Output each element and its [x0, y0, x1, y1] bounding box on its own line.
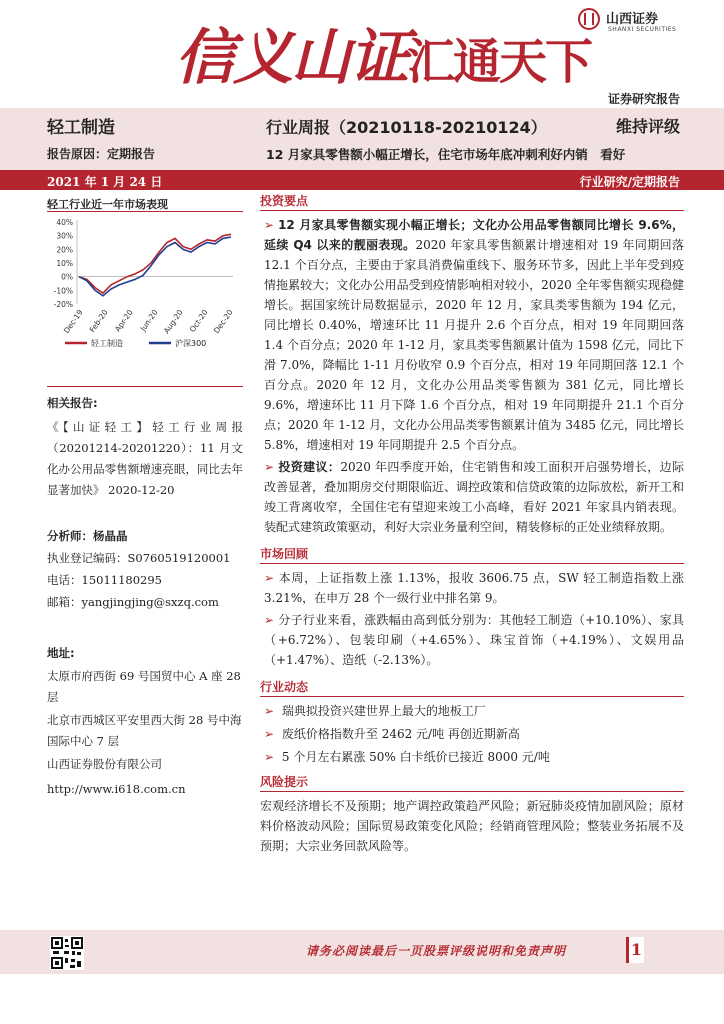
news-item — [260, 724, 684, 744]
research-label: 证券研究报告 — [607, 92, 680, 106]
page-number: 1 — [626, 937, 644, 963]
news-item — [260, 747, 684, 767]
section-industry-news: 行业动态 — [260, 678, 684, 697]
legend-label: 沪深300 — [175, 339, 207, 348]
section-market-review: 市场回顾 — [260, 545, 684, 564]
y-tick-label: 10% — [56, 259, 73, 268]
phone: 电话：15011180295 — [47, 573, 162, 587]
disclaimer: 请务必阅读最后一页股票评级说明和免责声明 — [306, 944, 567, 958]
website-link[interactable]: http://www.i618.com.cn — [47, 782, 186, 796]
news-item — [260, 701, 684, 721]
chart-title: 轻工行业近一年市场表现 — [47, 198, 168, 211]
highlight-2-bold: 投资建议： — [278, 460, 341, 474]
related-title: 相关报告: — [47, 396, 98, 410]
x-tick-label: Feb-20 — [87, 307, 110, 335]
company-name: 山西证券股份有限公司 — [47, 757, 162, 771]
market-2-text: 分子行业来看，涨跌幅由高到低分别为：其他轻工制造（+10.10%）、家具（+6.72%）、包装印刷（+4.65%）、珠宝首饰（+4.19%）、文娱用品（+1.47%）、造纸（-2.13%）。 — [264, 613, 684, 667]
y-tick-label: -20% — [53, 300, 73, 309]
slogan — [175, 10, 591, 96]
divider — [47, 211, 243, 212]
legend-label: 轻工制造 — [91, 339, 123, 348]
market-paragraph-2 — [260, 610, 684, 670]
news-3: 5 个月左右累涨 50% 白卡纸价已接近 8000 元/吨 — [281, 750, 550, 764]
risk-text: 宏观经济增长不及预期；地产调控政策趋严风险；新冠肺炎疫情加剧风险；原材料价格波动风险；国际贸易政策变化风险；经销商管理风险；整装业务拓展不及预期；大宗业务回款风险等。 — [260, 799, 684, 853]
address-info — [47, 643, 243, 800]
highlight-paragraph-2 — [260, 457, 684, 537]
divider — [47, 386, 243, 387]
arrow-bullet-icon: ➢ — [264, 613, 275, 627]
arrow-bullet-icon: ➢ — [264, 460, 275, 474]
news-2: 废纸价格指数升至 2462 元/吨 再创近期新高 — [281, 727, 520, 741]
series-line-csi300 — [79, 237, 231, 296]
analyst-info — [47, 527, 243, 612]
highlight-1-bold: 12 月家具零售额实现小幅正增长；文化办公用品零售额同比增长 9.6%，延续 Q4 以来的靓丽表现。 — [264, 218, 684, 252]
x-tick-label: Aug-20 — [161, 307, 185, 336]
y-tick-label: 30% — [56, 231, 73, 241]
logo-english: SHANXI SECURITIES — [608, 26, 677, 33]
highlight-1-text: 2020 年家具零售额累计增速相对 19 年同期回落 12.1 个百分点，主要由于家具消费偏重线下、服务环节多，因此上半年受到疫情拖累较大；文化办公用品受到疫情影响相对较小，2020 全年零售额实现稳健增长。据国家统计局数据显示，2020 年 12 月，家具类零售额为 194 亿元，同比增长 0.40%，增速环比 11 月提升 2.6 个百分点，相对 19 年同期回落 1.4 个百分点；2020 年 1-12 月，家具类零售额累计值为 1598 亿元，同比下滑 7.0%，降幅比 1-11 月份收窄 0.9 个百分点，相对 19 年同期回落 12.1 个百分点。2020 年 12 月，文化办公用品类零售额为 381 亿元，同比增长 9.6%，增速环比 11 月下降 1.6 个百分点，相对 19 年同期提升 21.1 个百分点；2020 年 1-12 月，文化办公用品类零售额累计值为 3485 亿元，同比增长 5.8%，增速相对 19 年同期提升 2.5 个百分点。 — [264, 238, 684, 452]
highlight-2-text: 2020 年四季度开始，住宅销售和竣工面积开启强势增长，边际改善显著，叠加期房交付期限临近、调控政策和信贷政策的边际放松，新开工和竣工背离收窄，全国住宅有望迎来竣工小高峰，看好 2021 年家具内销表现。装配式建筑政策驱动，利好大宗业务量利空间，精装修标的正处业绩释放期。 — [264, 460, 685, 534]
arrow-bullet-icon: ➢ — [264, 571, 275, 585]
date-bar — [0, 170, 724, 190]
arrow-bullet-icon: ➢ — [264, 727, 275, 741]
report-category: 行业研究/定期报告 — [579, 175, 680, 189]
analyst-label: 分析师： — [47, 529, 93, 543]
address-taiyuan: 太原市府西街 69 号国贸中心 A 座 28 层 — [47, 669, 241, 704]
market-chart — [47, 214, 243, 354]
report-headline: 12 月家具零售额小幅正增长，住宅市场年底冲刺利好内销 看好 — [266, 147, 626, 162]
market-paragraph-1 — [260, 568, 684, 608]
x-tick-label: Dec-20 — [211, 307, 235, 336]
logo-icon — [578, 8, 600, 30]
report-reason: 报告原因：定期报告 — [47, 147, 156, 161]
main-content — [260, 192, 684, 856]
y-tick-label: 20% — [56, 245, 73, 255]
market-1-text: 本周，上证指数上涨 1.13%，报收 3606.75 点，SW 轻工制造指数上涨 3.21%，在申万 28 个一级行业中排名第 9。 — [264, 571, 684, 605]
slogan-main: 信义山证 — [175, 23, 407, 93]
related-reports — [47, 394, 243, 501]
logo-name: 山西证券 — [606, 12, 659, 27]
address-beijing: 北京市西城区平安里西大街 28 号中海国际中心 7 层 — [47, 713, 242, 748]
report-type: 行业周报（20210118-20210124） — [266, 118, 547, 137]
analyst-name: 杨晶晶 — [93, 529, 128, 543]
company-logo — [578, 6, 718, 36]
x-tick-label: Apr-20 — [113, 307, 135, 334]
header-banner — [0, 0, 724, 108]
arrow-bullet-icon: ➢ — [264, 218, 275, 232]
x-tick-label: Dec-19 — [61, 307, 85, 336]
section-risk-warning: 风险提示 — [260, 773, 684, 792]
email[interactable]: 邮箱：yangjingjing@sxzq.com — [47, 595, 219, 609]
y-tick-label: 40% — [56, 218, 73, 227]
industry-name: 轻工制造 — [47, 118, 115, 138]
y-tick-label: -10% — [53, 286, 73, 296]
x-tick-label: Jun-20 — [138, 307, 160, 333]
qr-code-icon — [50, 936, 84, 970]
related-text: 《【山证轻工】轻工行业周报（20201214-20201220）：11 月文化办公用品零售额增速亮眼，同比去年显著加快》 2020-12-20 — [47, 420, 243, 497]
x-tick-label: Oct-20 — [187, 307, 210, 334]
report-date: 2021 年 1 月 24 日 — [47, 175, 163, 189]
highlight-paragraph-1 — [260, 215, 684, 455]
arrow-bullet-icon: ➢ — [264, 704, 275, 718]
rating: 维持评级 — [615, 117, 680, 136]
section-investment-highlights: 投资要点 — [260, 192, 684, 211]
slogan-sub: 汇通天下 — [407, 34, 592, 90]
news-1: 瑞典拟投资兴建世界上最大的地板工厂 — [281, 704, 486, 718]
arrow-bullet-icon: ➢ — [264, 750, 275, 764]
address-title: 地址: — [47, 646, 75, 660]
license: 执业登记编码：S0760519120001 — [47, 551, 231, 565]
y-tick-label: 0% — [61, 272, 73, 282]
